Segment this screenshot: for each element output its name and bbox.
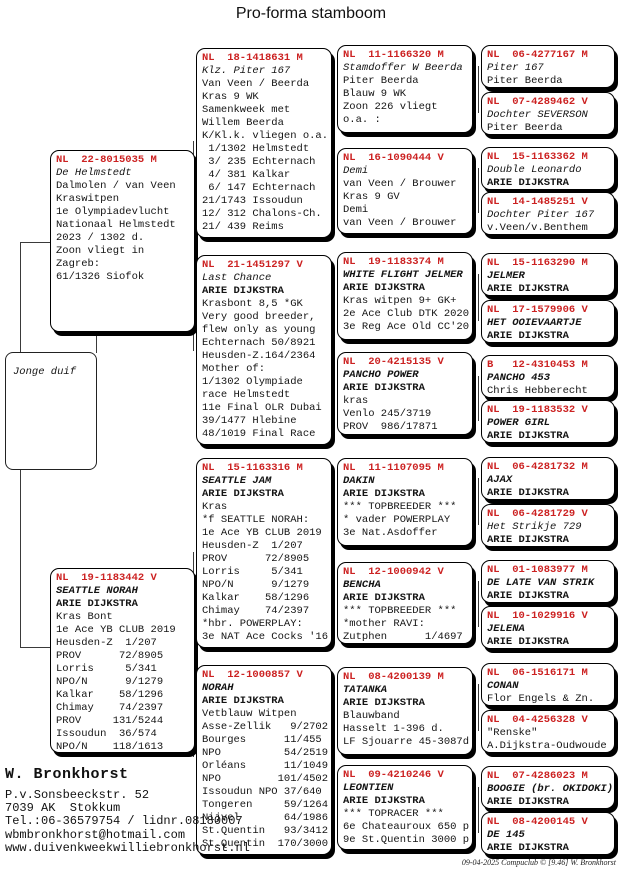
connector-line [478,274,479,321]
pedigree-line: 1/1302 Helmstedt [202,143,310,155]
contact-line: Tel.:06-36579754 / lidnr.08180007 [5,814,243,829]
pedigree-line: ARIE DIJKSTRA [202,695,284,707]
ring-number: NL 17-1579906 V [487,304,588,316]
ring-number: NL 07-4286023 M [487,770,588,782]
pedigree-line: ARIE DIJKSTRA [487,330,569,342]
ring-number: NL 01-1083977 M [487,564,588,576]
pedigree-line: Dalmolen / van Veen [56,180,176,192]
pedigree-line: 3e Nat.Asdoffer [343,527,438,539]
pedigree-line: Heusden-Z 1/207 [202,540,303,552]
pedigree-line: WHITE FLIGHT JELMER [343,269,463,281]
pedigree-box-ggp5 [337,458,473,546]
connector-line [478,684,479,731]
pedigree-line: Chimay 74/2397 [202,605,310,617]
pedigree-line: Piter Beerda [487,75,563,87]
pedigree-line: NPO/N 9/1279 [202,579,310,591]
pedigree-line: PANCHO 453 [487,372,551,384]
pedigree-line: LEONTIEN [343,782,394,794]
pedigree-line: van Veen / Brouwer [343,178,457,190]
pedigree-box-b2 [481,92,615,135]
pedigree-line: 3e Reg Ace Old CC'20 [343,321,470,333]
pedigree-line: Blauwband [343,710,400,722]
ring-number: NL 08-4200145 V [487,816,588,828]
pedigree-box-b8 [481,400,615,443]
pedigree-box-b14 [481,710,615,753]
connector-line [478,66,479,113]
pedigree-line: NORAH [202,682,234,694]
pedigree-line: NPO/N 9/1279 [56,676,164,688]
pedigree-line: Heusden-Z 1/207 [56,637,157,649]
subject-label: Jonge duif [13,366,77,378]
connector-line [478,787,479,833]
pedigree-line: ARIE DIJKSTRA [343,795,425,807]
pedigree-line: Asse-Zellik 9/2702 [202,721,329,733]
pedigree-line: ARIE DIJKSTRA [343,488,425,500]
ring-number: NL 16-1090444 V [343,152,444,164]
pedigree-line: Hasselt 1-396 d. [343,723,444,735]
subject-box [5,352,97,470]
pedigree-box-b1 [481,45,615,88]
pedigree-line: Kraswitpen [56,193,120,205]
pedigree-line: *** TOPBREEDER *** [343,605,457,617]
pedigree-line: ARIE DIJKSTRA [202,285,284,297]
ring-number: NL 06-4281732 M [487,461,588,473]
ring-number: NL 15-1163362 M [487,151,588,163]
pedigree-box-ggp2 [337,148,473,234]
pedigree-line: Samenkweek met [202,104,291,116]
pedigree-line: AJAX [487,474,513,486]
pedigree-line: SEATTLE JAM [202,475,272,487]
pedigree-line: Krasbont 8,5 *GK [202,298,303,310]
pedigree-box-b10 [481,504,615,547]
pedigree-line: Stamdoffer W Beerda [343,62,463,74]
pedigree-box-b6 [481,300,615,343]
pedigree-line: ARIE DIJKSTRA [343,282,425,294]
pedigree-box-b4 [481,192,615,235]
pedigree-line: Piter Beerda [343,75,419,87]
ring-number: NL 11-1166320 M [343,49,444,61]
pedigree-line: 21/1743 Issoudun [202,195,303,207]
pedigree-line: Piter Beerda [487,122,563,134]
pedigree-line: ARIE DIJKSTRA [343,697,425,709]
ring-number: NL 14-1485251 V [487,196,588,208]
pedigree-box-gp1 [196,48,332,238]
pedigree-line: CONAN [487,680,519,692]
connector-line [20,242,50,243]
pedigree-line: POWER GIRL [487,417,551,429]
pedigree-line: Mother of: [202,363,266,375]
pedigree-line: 39/1477 Hlebine [202,415,297,427]
pedigree-line: 1e Ace YB CLUB 2019 [202,527,322,539]
pedigree-line: v.Veen/v.Benthem [487,222,588,234]
ring-number: NL 06-1516171 M [487,667,588,679]
pedigree-box-b13 [481,663,615,706]
ring-number: NL 11-1107095 M [343,462,444,474]
pedigree-line: ARIE DIJKSTRA [202,488,284,500]
pedigree-line: Last Chance [202,272,272,284]
pedigree-line: 1/1302 Olympiade [202,376,303,388]
pedigree-line: Demi [343,165,369,177]
ring-number: NL 19-1183374 M [343,256,444,268]
pedigree-line: ARIE DIJKSTRA [487,487,569,499]
contact-name: W. Bronkhorst [5,766,129,783]
ring-number: NL 12-1000857 V [202,669,303,681]
pedigree-line: o.a. : [343,114,381,126]
ring-number: NL 19-1183442 V [56,572,157,584]
pedigree-line: SEATTLE NORAH [56,585,138,597]
pedigree-line: 6e Chateauroux 650 p [343,821,470,833]
ring-number: NL 22-8015035 M [56,154,157,166]
pedigree-line: 3/ 235 Echternach [202,156,316,168]
footer-credit: 09-04-2025 Compuclub © [9.46] W. Bronkhorst [461,858,616,867]
pedigree-line: BOOGIE (br. OKIDOKI) [487,783,614,795]
pedigree-line: Kras Bont [56,611,113,623]
pedigree-box-gp3 [196,458,332,648]
contact-line: P.v.Sonsbeeckstr. 52 [5,788,150,802]
pedigree-box-ggp7 [337,667,473,755]
pedigree-line: PROV 986/17871 [343,421,438,433]
pedigree-line: St.Quentin 93/3412 [202,825,329,837]
pedigree-line: 12/ 312 Chalons-Ch. [202,208,322,220]
pedigree-line: Dochter Piter 167 [487,209,595,221]
ring-number: NL 07-4289462 V [487,96,588,108]
ring-number: NL 21-1451297 V [202,259,303,271]
pedigree-line: PROV 72/8905 [56,650,164,662]
connector-line [20,242,21,353]
pedigree-line: Echternach 50/8921 [202,337,316,349]
ring-number: NL 09-4210246 V [343,769,444,781]
pedigree-line: 6/ 147 Echternach [202,182,316,194]
pedigree-line: *mother RAVI: [343,618,425,630]
pedigree-line: ARIE DIJKSTRA [487,283,569,295]
pedigree-line: Venlo 245/3719 [343,408,432,420]
connector-line [334,710,335,807]
pedigree-line: "Renske" [487,727,538,739]
pedigree-box-b11 [481,560,615,603]
pedigree-line: LF Sjouarre 45-3087d [343,736,470,748]
pedigree-line: Kras 9 GV [343,191,400,203]
ring-number: NL 06-4277167 M [487,49,588,61]
pedigree-line: *hbr. POWERPLAY: [202,618,303,630]
pedigree-box-b15 [481,766,615,809]
pedigree-line: 3e NAT Ace Cocks '16 [202,631,329,643]
pedigree-box-ggp3 [337,252,473,340]
pedigree-line: HET OOIEVAARTJE [487,317,582,329]
pedigree-line: * vader POWERPLAY [343,514,451,526]
pedigree-box-b16 [481,812,615,855]
contact-line: wbmbronkhorst@hotmail.com [5,827,186,842]
pedigree-line: Vetblauw Witpen [202,708,297,720]
pedigree-line: ARIE DIJKSTRA [487,636,569,648]
pedigree-line: BENCHA [343,579,381,591]
pedigree-box-father [50,150,195,332]
pedigree-line: Tongeren 59/1264 [202,799,329,811]
connector-line [478,478,479,525]
pedigree-line: van Veen / Brouwer [343,217,457,229]
ring-number: B 12-4310453 M [487,359,588,371]
ring-number: NL 15-1163290 M [487,257,588,269]
pedigree-line: ARIE DIJKSTRA [487,430,569,442]
pedigree-line: Kras witpen 9+ GK+ [343,295,457,307]
pedigree-line: *** TOPBREEDER *** [343,501,457,513]
pedigree-line: Piter 167 [487,62,544,74]
pedigree-line: DE 145 [487,829,525,841]
pedigree-line: Lorris 5/341 [202,566,303,578]
pedigree-line: ARIE DIJKSTRA [487,177,569,189]
ring-number: NL 10-1029916 V [487,610,588,622]
pedigree-line: St.Quentin 170/3000 [202,838,329,850]
pedigree-box-b9 [481,457,615,500]
pedigree-line: Kras 9 WK [202,91,259,103]
pedigree-line: 4/ 381 Kalkar [202,169,291,181]
pedigree-line: Heusden-Z.164/2364 [202,350,316,362]
pedigree-line: Zagreb: [56,258,101,270]
pedigree-box-gp2 [196,255,332,445]
pedigree-line: JELENA [487,623,525,635]
ring-number: NL 18-1418631 M [202,52,303,64]
pedigree-line: PROV 72/8905 [202,553,310,565]
pedigree-line: NPO 101/4502 [202,773,329,785]
pedigree-box-ggp6 [337,562,473,644]
pedigree-box-ggp8 [337,765,473,850]
pedigree-line: De Helmstedt [56,167,132,179]
pedigree-line: Kalkar 58/1296 [202,592,310,604]
pedigree-line: *f SEATTLE NORAH: [202,514,310,526]
pedigree-line: Flor Engels & Zn. [487,693,595,705]
pedigree-line: 11e Final OLR Dubai [202,402,322,414]
pedigree-line: DE LATE VAN STRIK [487,577,595,589]
pedigree-line: PANCHO POWER [343,369,419,381]
pedigree-line: Zoon vliegt in [56,245,145,257]
ring-number: NL 19-1183532 V [487,404,588,416]
pedigree-line: Van Veen / Beerda [202,78,310,90]
connector-line [478,376,479,421]
pedigree-line: Zoon 226 vliegt [343,101,438,113]
pedigree-line: 21/ 439 Reims [202,221,284,233]
pedigree-line: ARIE DIJKSTRA [487,796,569,808]
pedigree-line: Very good breeder, [202,311,316,323]
pedigree-line: Kras [202,501,228,513]
pedigree-line: Bourges 11/455 [202,734,322,746]
pedigree-line: ARIE DIJKSTRA [487,842,569,854]
pedigree-line: Nijvel 64/1986 [202,812,329,824]
ring-number: NL 15-1163316 M [202,462,303,474]
pedigree-line: Chris Hebberecht [487,385,588,397]
pedigree-line: PROV 131/5244 [56,715,164,727]
connector-line [334,295,335,395]
pedigree-line: Blauw 9 WK [343,88,407,100]
pedigree-line: NPO/N 118/1613 [56,741,164,753]
pedigree-box-ggp4 [337,352,473,435]
pedigree-line: 1e Ace YB CLUB 2019 [56,624,176,636]
pedigree-line: race Helmstedt [202,389,291,401]
pedigree-box-b7 [481,355,615,398]
pedigree-line: 48/1019 Final Race [202,428,316,440]
pedigree-line: ARIE DIJKSTRA [487,534,569,546]
pedigree-line: Chimay 74/2397 [56,702,164,714]
pedigree-box-mother [50,568,195,753]
ring-number: NL 06-4281729 V [487,508,588,520]
connector-line [478,581,479,627]
contact-block [5,766,250,855]
pedigree-line: Issoudun NPO 37/640 [202,786,322,798]
connector-line [334,501,335,601]
pedigree-line: 2e Ace Club DTK 2020 [343,308,470,320]
pedigree-line: Het Strikje 729 [487,521,582,533]
pedigree-line: Dochter SEVERSON [487,109,588,121]
ring-number: NL 08-4200139 M [343,671,444,683]
connector-line [334,88,335,192]
pedigree-box-b5 [481,253,615,296]
connector-line [20,470,21,648]
contact-lines [5,789,250,855]
pedigree-line: TATANKA [343,684,388,696]
pedigree-box-b3 [481,147,615,190]
pedigree-line: ARIE DIJKSTRA [56,598,138,610]
pedigree-line: 61/1326 Siofok [56,271,145,283]
pedigree-line: NPO 54/2519 [202,747,329,759]
pedigree-line: Demi [343,204,369,216]
pedigree-line: Nationaal Helmstedt [56,219,176,231]
pedigree-line: Kalkar 58/1296 [56,689,164,701]
pedigree-line: Orléans 11/1049 [202,760,329,772]
connector-line [478,168,479,213]
pedigree-box-b12 [481,606,615,649]
pedigree-line: DAKIN [343,475,375,487]
pedigree-line: Zutphen 1/4697 [343,631,463,643]
pedigree-line: K/Kl.k. vliegen o.a. [202,130,329,142]
ring-number: NL 12-1000942 V [343,566,444,578]
pedigree-line: ARIE DIJKSTRA [343,592,425,604]
contact-line: 7039 AK Stokkum [5,801,121,816]
pedigree-line: ARIE DIJKSTRA [343,382,425,394]
pedigree-line: *** TOPRACER *** [343,808,444,820]
pedigree-box-ggp1 [337,45,473,133]
pedigree-line: 2023 / 1302 d. [56,232,145,244]
ring-number: NL 20-4215135 V [343,356,444,368]
ring-number: NL 04-4256328 V [487,714,588,726]
pedigree-line: kras [343,395,369,407]
pedigree-line: Issoudun 36/574 [56,728,157,740]
pedigree-line: JELMER [487,270,525,282]
connector-line [96,331,97,353]
pedigree-line: A.Dijkstra-Oudwoude [487,740,607,752]
contact-line: www.duivenkweekwilliebronkhorst.nl [5,840,250,855]
pedigree-line: Klz. Piter 167 [202,65,291,77]
pedigree-line: flew only as young [202,324,316,336]
connector-line [20,647,50,648]
pedigree-line: Double Leonardo [487,164,582,176]
pedigree-line: 9e St.Quentin 3000 p [343,834,470,846]
pedigree-line: ARIE DIJKSTRA [487,590,569,602]
page-title: Pro-forma stamboom [235,5,387,22]
pedigree-line: Lorris 5/341 [56,663,157,675]
pedigree-line: Willem Beerda [202,117,284,129]
pedigree-line: 1e Olympiadevlucht [56,206,170,218]
